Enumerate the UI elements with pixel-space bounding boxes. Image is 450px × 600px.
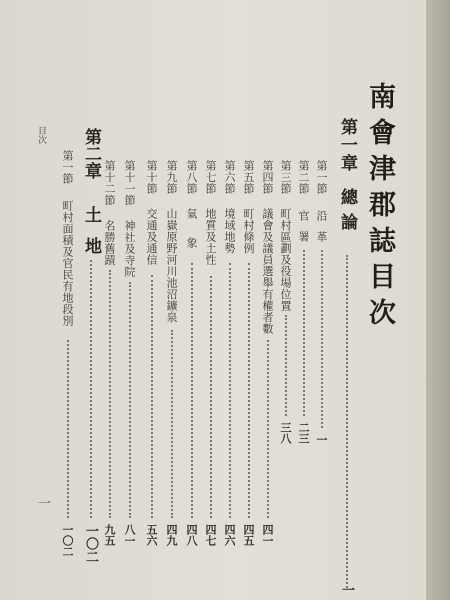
section-2-1-num: 第一節	[61, 150, 74, 185]
section-1-1-name: 沿革	[315, 210, 328, 252]
leader-dots	[303, 250, 305, 416]
section-1-3-name: 町村區劃及役場位置	[279, 208, 292, 312]
section-1-3-page: 三八	[279, 422, 292, 444]
leader-dots	[285, 315, 287, 416]
section-1-11-num: 第十一節	[123, 160, 136, 206]
section-1-4-page: 四一	[261, 524, 274, 546]
chapter-2-page: 一〇二	[83, 524, 98, 563]
leader-dots	[267, 340, 269, 518]
section-1-9-num: 第九節	[165, 160, 178, 195]
section-1-8-page: 四八	[185, 524, 198, 546]
section-1-11-page: 八一	[123, 524, 136, 546]
section-1-6-num: 第六節	[223, 160, 236, 195]
section-1-10-name: 交通及通信	[145, 208, 158, 266]
margin-marker: 目次	[36, 126, 46, 144]
leader-dots	[171, 330, 173, 518]
leader-dots	[191, 263, 193, 518]
section-1-1-num: 第一節	[315, 160, 328, 195]
section-1-4-num: 第四節	[261, 160, 274, 195]
section-1-12-name: 名勝舊蹟	[103, 220, 116, 266]
chapter-1-page: 一	[339, 583, 354, 596]
section-1-7-page: 四七	[204, 524, 217, 546]
section-1-9-page: 四九	[165, 524, 178, 546]
section-1-2-name: 官署	[297, 210, 310, 252]
chapter-1-name: 總論	[337, 188, 357, 238]
leader-dots	[346, 255, 348, 588]
section-1-10-page: 五六	[145, 524, 158, 546]
section-1-10-num: 第十節	[145, 160, 158, 195]
page-title: 南會津郡誌目次	[364, 82, 395, 334]
section-1-8-name: 氣象	[185, 208, 198, 266]
section-1-8-num: 第八節	[185, 160, 198, 195]
section-1-5-page: 四五	[242, 524, 255, 546]
leader-dots	[248, 263, 250, 518]
leader-dots	[151, 275, 153, 518]
leader-dots	[109, 270, 111, 518]
leader-dots	[129, 282, 131, 518]
leader-dots	[67, 340, 69, 518]
leader-dots	[210, 276, 212, 518]
section-1-12-page: 九五	[103, 524, 116, 546]
section-1-4-name: 議會及議員選舉有權者數	[261, 208, 274, 335]
section-1-3-num: 第三節	[279, 160, 292, 195]
footer-page-number: 一	[35, 496, 50, 509]
section-1-9-name: 山嶽原野河川池沼鑛泉	[165, 208, 178, 323]
section-2-1-page: 一〇二	[61, 524, 74, 557]
section-1-2-num: 第二節	[297, 160, 310, 195]
section-1-6-name: 境域地勢	[223, 208, 236, 254]
section-1-11-name: 神社及寺院	[123, 220, 136, 278]
chapter-2-name: 土地	[81, 206, 101, 268]
leader-dots	[229, 263, 231, 518]
section-2-1-name: 町村面積及官民有地段別	[61, 200, 74, 327]
page-edge	[426, 0, 450, 600]
section-1-5-name: 町村條例	[242, 208, 255, 254]
section-1-2-page: 二三	[297, 422, 310, 444]
section-1-1-page: 一	[315, 434, 328, 445]
section-1-7-num: 第七節	[204, 160, 217, 195]
section-1-7-name: 地質及土性	[204, 208, 217, 266]
leader-dots	[321, 250, 323, 428]
section-1-6-page: 四六	[223, 524, 236, 546]
section-1-12-num: 第十二節	[103, 160, 116, 206]
chapter-1-heading: 第一章	[337, 118, 357, 172]
section-1-5-num: 第五節	[242, 160, 255, 195]
leader-dots	[90, 260, 92, 518]
chapter-2-heading: 第二章	[81, 128, 101, 179]
